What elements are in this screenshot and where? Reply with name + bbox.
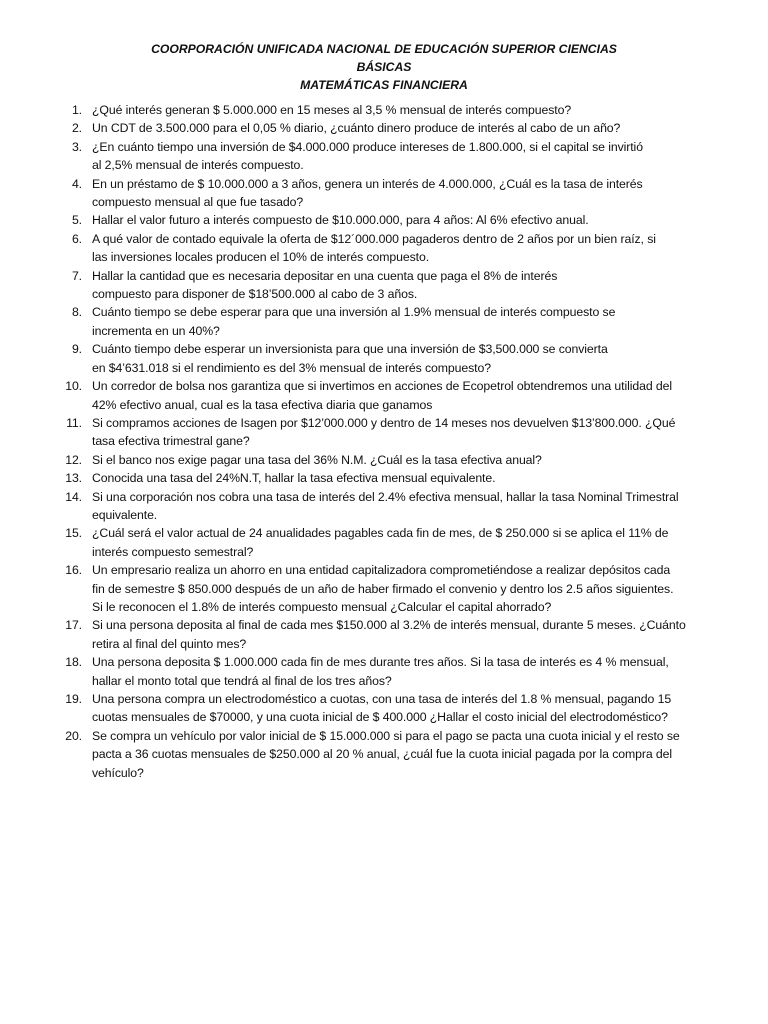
header-institution: COORPORACIÓN UNIFICADA NACIONAL DE EDUCACIÓN SUPERIOR CIENCIAS — [151, 42, 617, 56]
question-text-line: Hallar la cantidad que es necesaria depositar en una cuenta que paga el 8% de interés — [92, 268, 558, 283]
question-item — [56, 230, 712, 267]
question-item — [56, 267, 712, 304]
question-number: 12. — [65, 452, 82, 467]
header-institution-cont: BÁSICAS — [356, 60, 412, 74]
question-item — [56, 119, 712, 137]
question-item — [56, 469, 712, 487]
question-item — [56, 690, 712, 727]
question-text-line: compuesto para disponer de $18’500.000 al cabo de 3 años. — [92, 287, 418, 302]
question-number: 3. — [71, 139, 82, 154]
question-text-line: Un CDT de 3.500.000 para el 0,05 % diario, ¿cuánto dinero produce de interés al cabo de un año? — [92, 121, 621, 136]
question-number: 6. — [71, 231, 82, 246]
question-text-line: Cuánto tiempo debe esperar un inversionista para que una inversión de $3,500.000 se convierta — [92, 342, 608, 357]
question-text-line: Se compra un vehículo por valor inicial de $ 15.000.000 si para el pago se pacta una cuota inicial y el resto se — [92, 728, 680, 743]
question-text-line: ¿Qué interés generan $ 5.000.000 en 15 meses al 3,5 % mensual de interés compuesto? — [92, 103, 572, 117]
question-text-line: pacta a 36 cuotas mensuales de $250.000 al 20 % anual, ¿cuál fue la cuota inicial pagada por la compra del — [92, 747, 673, 762]
question-number: 11. — [66, 415, 82, 430]
question-text-line: vehículo? — [92, 765, 144, 780]
question-text-line: equivalente. — [92, 507, 158, 522]
question-item — [56, 138, 712, 175]
question-text-line: Un empresario realiza un ahorro en una entidad capitalizadora comprometiéndose a realizar depósitos cada — [92, 563, 671, 578]
question-item — [56, 377, 712, 414]
question-number: 13. — [65, 471, 82, 486]
question-item — [56, 561, 712, 616]
question-item — [56, 488, 712, 525]
question-text-line: hallar el monto total que tendrá al final de los tres años? — [92, 673, 392, 688]
question-list — [56, 101, 712, 782]
question-text-line: incrementa en un 40%? — [92, 323, 220, 338]
question-text-line: cuotas mensuales de $70000, y una cuota inicial de $ 400.000 ¿Hallar el costo inicial del electrodoméstico? — [92, 710, 668, 725]
question-text-line: retira al final del quinto mes? — [92, 636, 247, 651]
question-text-line: Una persona deposita $ 1.000.000 cada fin de mes durante tres años. Si la tasa de interés es 4 % mensual, — [92, 655, 669, 670]
question-text-line: en $4’631.018 si el rendimiento es del 3% mensual de interés compuesto? — [92, 360, 491, 375]
question-item — [56, 340, 712, 377]
question-text-line: Si le reconocen el 1.8% de interés compuesto mensual ¿Calcular el capital ahorrado? — [92, 599, 552, 614]
question-item — [56, 175, 712, 212]
question-number: 19. — [65, 692, 82, 706]
question-text-line: Si una persona deposita al final de cada mes $150.000 al 3.2% de interés mensual, durante 5 meses. ¿Cuánto — [92, 618, 686, 633]
question-item — [56, 303, 712, 340]
question-number: 1. — [71, 103, 82, 117]
question-text-line: compuesto mensual al que fue tasado? — [92, 195, 304, 210]
question-item — [56, 414, 712, 451]
question-text-line: Un corredor de bolsa nos garantiza que si invertimos en acciones de Ecopetrol obtendremos una utilidad del — [92, 379, 672, 394]
question-text-line: En un préstamo de $ 10.000.000 a 3 años, genera un interés de 4.000.000, ¿Cuál es la tasa de interés — [92, 176, 643, 191]
question-item — [56, 211, 712, 229]
question-text-line: ¿En cuánto tiempo una inversión de $4.000.000 produce intereses de 1.800.000, si el capital se invirtió — [92, 139, 643, 154]
question-text-line: ¿Cuál será el valor actual de 24 anualidades pagables cada fin de mes, de $ 250.000 si se aplica el 11% de — [92, 526, 669, 541]
question-text-line: 42% efectivo anual, cual es la tasa efectiva diaria que ganamos — [92, 397, 433, 412]
question-text-line: Si una corporación nos cobra una tasa de interés del 2.4% efectiva mensual, hallar la tasa Nominal Trimestral — [92, 489, 679, 504]
question-text-line: Conocida una tasa del 24%N.T, hallar la tasa efectiva mensual equivalente. — [92, 471, 496, 486]
question-item — [56, 653, 712, 690]
question-number: 17. — [65, 618, 82, 633]
question-text-line: las inversiones locales producen el 10% de interés compuesto. — [92, 250, 430, 265]
question-text-line: Si compramos acciones de Isagen por $12’000.000 y dentro de 14 meses nos devuelven $13’800.000. ¿Qué — [92, 415, 676, 430]
question-number: 14. — [65, 489, 82, 504]
question-text-line: Si el banco nos exige pagar una tasa del 36% N.M. ¿Cuál es la tasa efectiva anual? — [92, 452, 542, 467]
question-item — [56, 616, 712, 653]
question-text-line: tasa efectiva trimestral gane? — [92, 434, 250, 449]
question-item — [56, 524, 712, 561]
document-header — [56, 40, 712, 94]
question-text-line: interés compuesto semestral? — [92, 544, 254, 559]
question-text-line: A qué valor de contado equivale la oferta de $12´000.000 pagaderos dentro de 2 años por un bien raíz, si — [92, 231, 656, 246]
question-number: 15. — [65, 526, 82, 541]
question-text-line: Cuánto tiempo se debe esperar para que una inversión al 1.9% mensual de interés compuesto se — [92, 305, 616, 320]
question-number: 18. — [65, 655, 82, 670]
question-text-line: Una persona compra un electrodoméstico a cuotas, con una tasa de interés del 1.8 % mensual, pagando 15 — [92, 692, 672, 706]
question-number: 5. — [71, 213, 82, 228]
question-item — [56, 727, 712, 782]
question-number: 7. — [71, 268, 82, 283]
question-number: 10. — [65, 379, 82, 394]
question-number: 16. — [65, 563, 82, 578]
question-item — [56, 101, 712, 119]
question-item — [56, 451, 712, 469]
question-text-line: fin de semestre $ 850.000 después de un año de haber firmado el convenio y dentro los 2.5 años siguientes. — [92, 581, 674, 596]
header-subject: MATEMÁTICAS FINANCIERA — [300, 78, 468, 92]
question-number: 20. — [65, 728, 82, 743]
question-text-line: al 2,5% mensual de interés compuesto. — [92, 158, 304, 173]
question-text-line: Hallar el valor futuro a interés compuesto de $10.000.000, para 4 años: Al 6% efectivo anual. — [92, 213, 589, 228]
question-number: 8. — [71, 305, 82, 320]
question-number: 9. — [71, 342, 82, 357]
question-number: 2. — [71, 121, 82, 136]
question-number: 4. — [71, 176, 82, 191]
